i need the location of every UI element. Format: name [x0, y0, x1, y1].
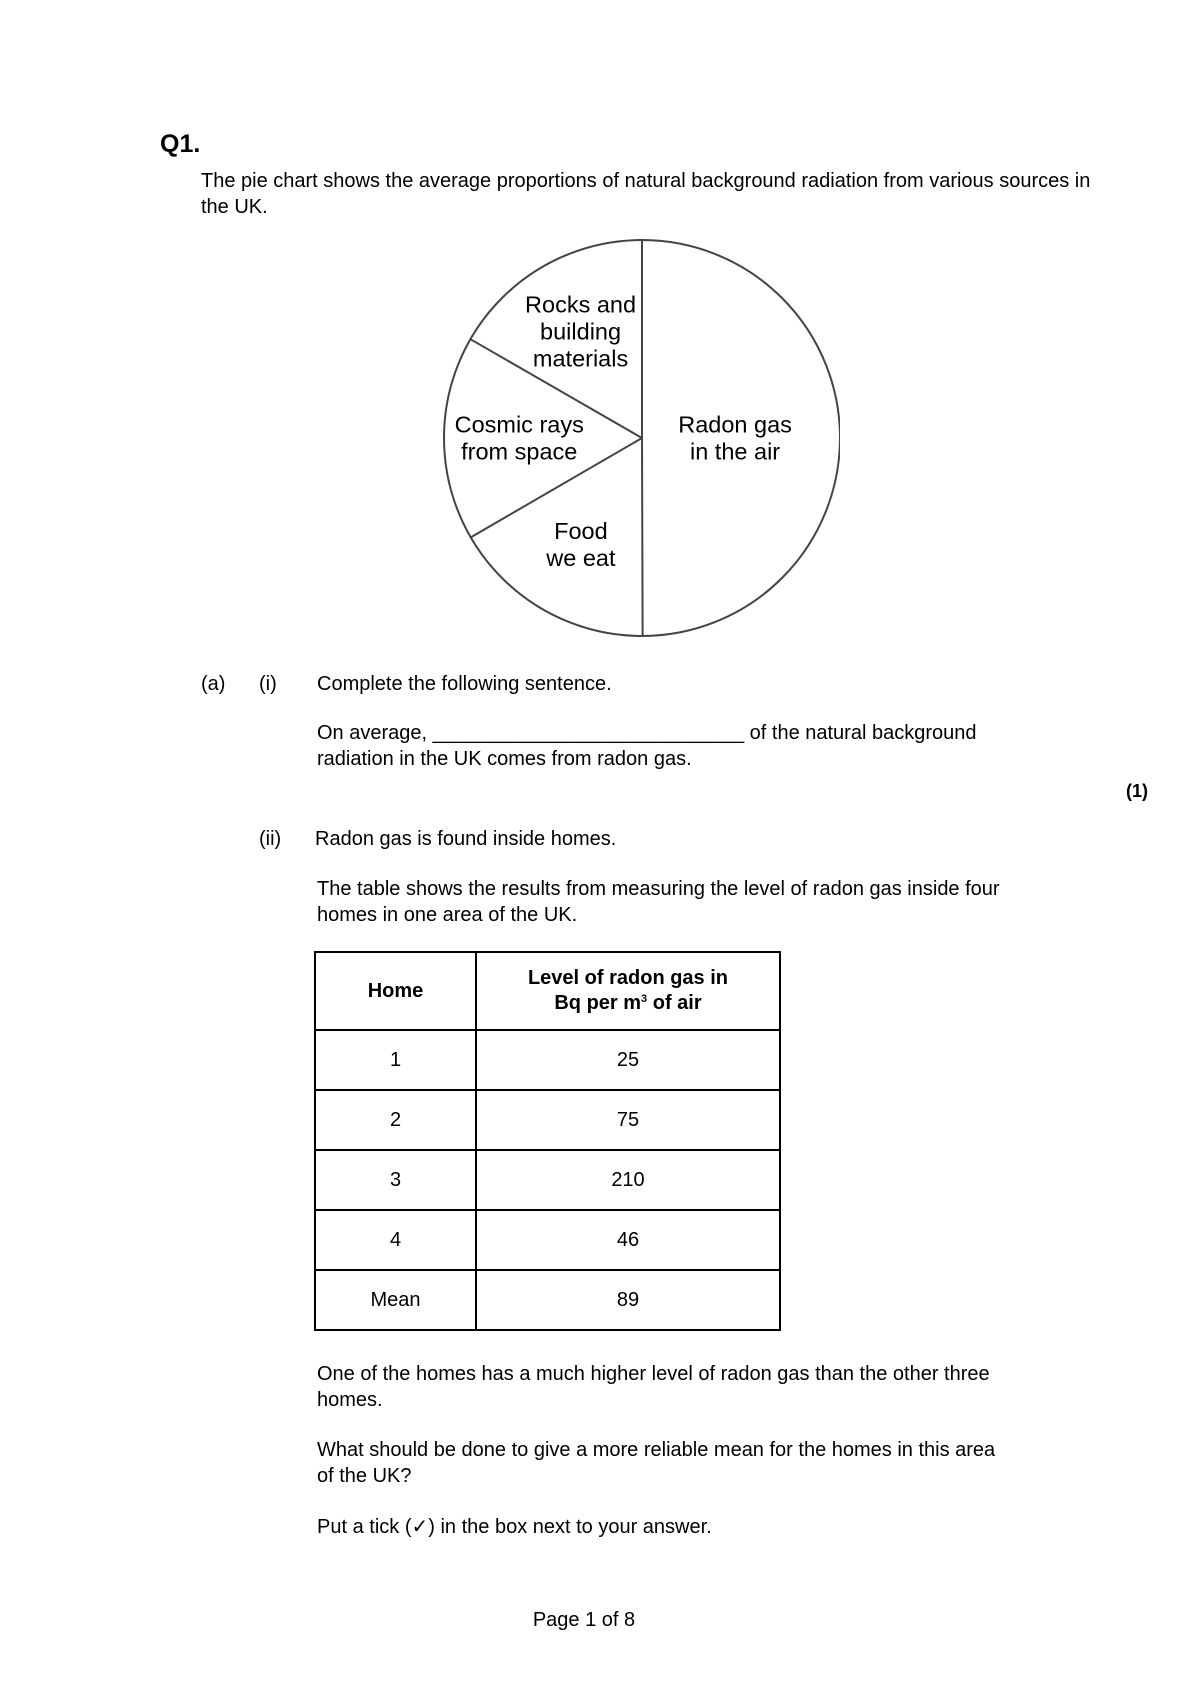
fill-in-sentence [317, 720, 976, 746]
tick-suffix: ) in the box next to your answer. [428, 1516, 712, 1538]
table-header-row [315, 952, 780, 1030]
tick-prefix: Put a tick ( [317, 1516, 412, 1538]
question-line-2: of the UK? [317, 1465, 412, 1487]
cell-level: 89 [476, 1270, 780, 1330]
cell-home: Mean [315, 1270, 476, 1330]
pie-slice-label: Rocks and building materials [525, 291, 637, 372]
part-a-label: (a) [201, 673, 226, 695]
header-level-line-1: Level of radon gas in [527, 967, 729, 989]
followup-line-2: homes. [317, 1389, 383, 1411]
part-a-ii-statement: Radon gas is found inside homes. [315, 828, 617, 850]
cell-level: 210 [476, 1150, 780, 1210]
part-a-i-instruction: Complete the following sentence. [317, 673, 612, 695]
cell-home: 3 [315, 1150, 476, 1210]
table-intro-line-1: The table shows the results from measuring the level of radon gas inside four [317, 878, 1000, 900]
pie-slice-label: Cosmic rays from space [454, 411, 584, 465]
part-a-ii-label: (ii) [259, 828, 282, 850]
sentence-line-2: radiation in the UK comes from radon gas. [317, 748, 692, 770]
cell-home: 1 [315, 1030, 476, 1090]
sentence-start: On average, [317, 722, 428, 744]
answer-blank[interactable]: ____________________________ [432, 722, 745, 744]
pie-slice-label: Food we eat [546, 517, 616, 571]
header-level [476, 952, 780, 1030]
header-level-suffix: of air [647, 992, 702, 1014]
page-number: Page 1 of 8 [532, 1609, 636, 1631]
part-a-i-label: (i) [259, 673, 277, 695]
marks-indicator: (1) [1126, 781, 1148, 801]
tick-instruction [317, 1513, 712, 1540]
question-number: Q1. [160, 130, 201, 158]
cell-level: 46 [476, 1210, 780, 1270]
cell-home: 2 [315, 1090, 476, 1150]
tick-mark-icon: ✓ [411, 1514, 429, 1538]
cell-level: 75 [476, 1090, 780, 1150]
table-intro-line-2: homes in one area of the UK. [317, 904, 578, 926]
pie-slice-label: Radon gas in the air [678, 411, 792, 465]
radon-level-table [314, 951, 781, 1331]
header-home: Home [315, 952, 476, 1030]
question-line-1: What should be done to give a more reliable mean for the homes in this area [317, 1439, 996, 1461]
table-row [315, 1030, 780, 1090]
cell-level: 25 [476, 1030, 780, 1090]
question-intro: The pie chart shows the average proportions of natural background radiation from various sources in the UK. [201, 170, 1091, 218]
table-row [315, 1210, 780, 1270]
table-row [315, 1090, 780, 1150]
sentence-end: of the natural background [749, 722, 977, 744]
header-level-prefix: Bq per m [554, 992, 642, 1014]
cell-home: 4 [315, 1210, 476, 1270]
table-row-mean [315, 1270, 780, 1330]
followup-line-1: One of the homes has a much higher level of radon gas than the other three [317, 1363, 990, 1385]
header-level-superscript: 3 [641, 993, 648, 1005]
radiation-pie-chart [440, 238, 840, 638]
table-row [315, 1150, 780, 1210]
pie-slice-boundary [642, 438, 643, 636]
